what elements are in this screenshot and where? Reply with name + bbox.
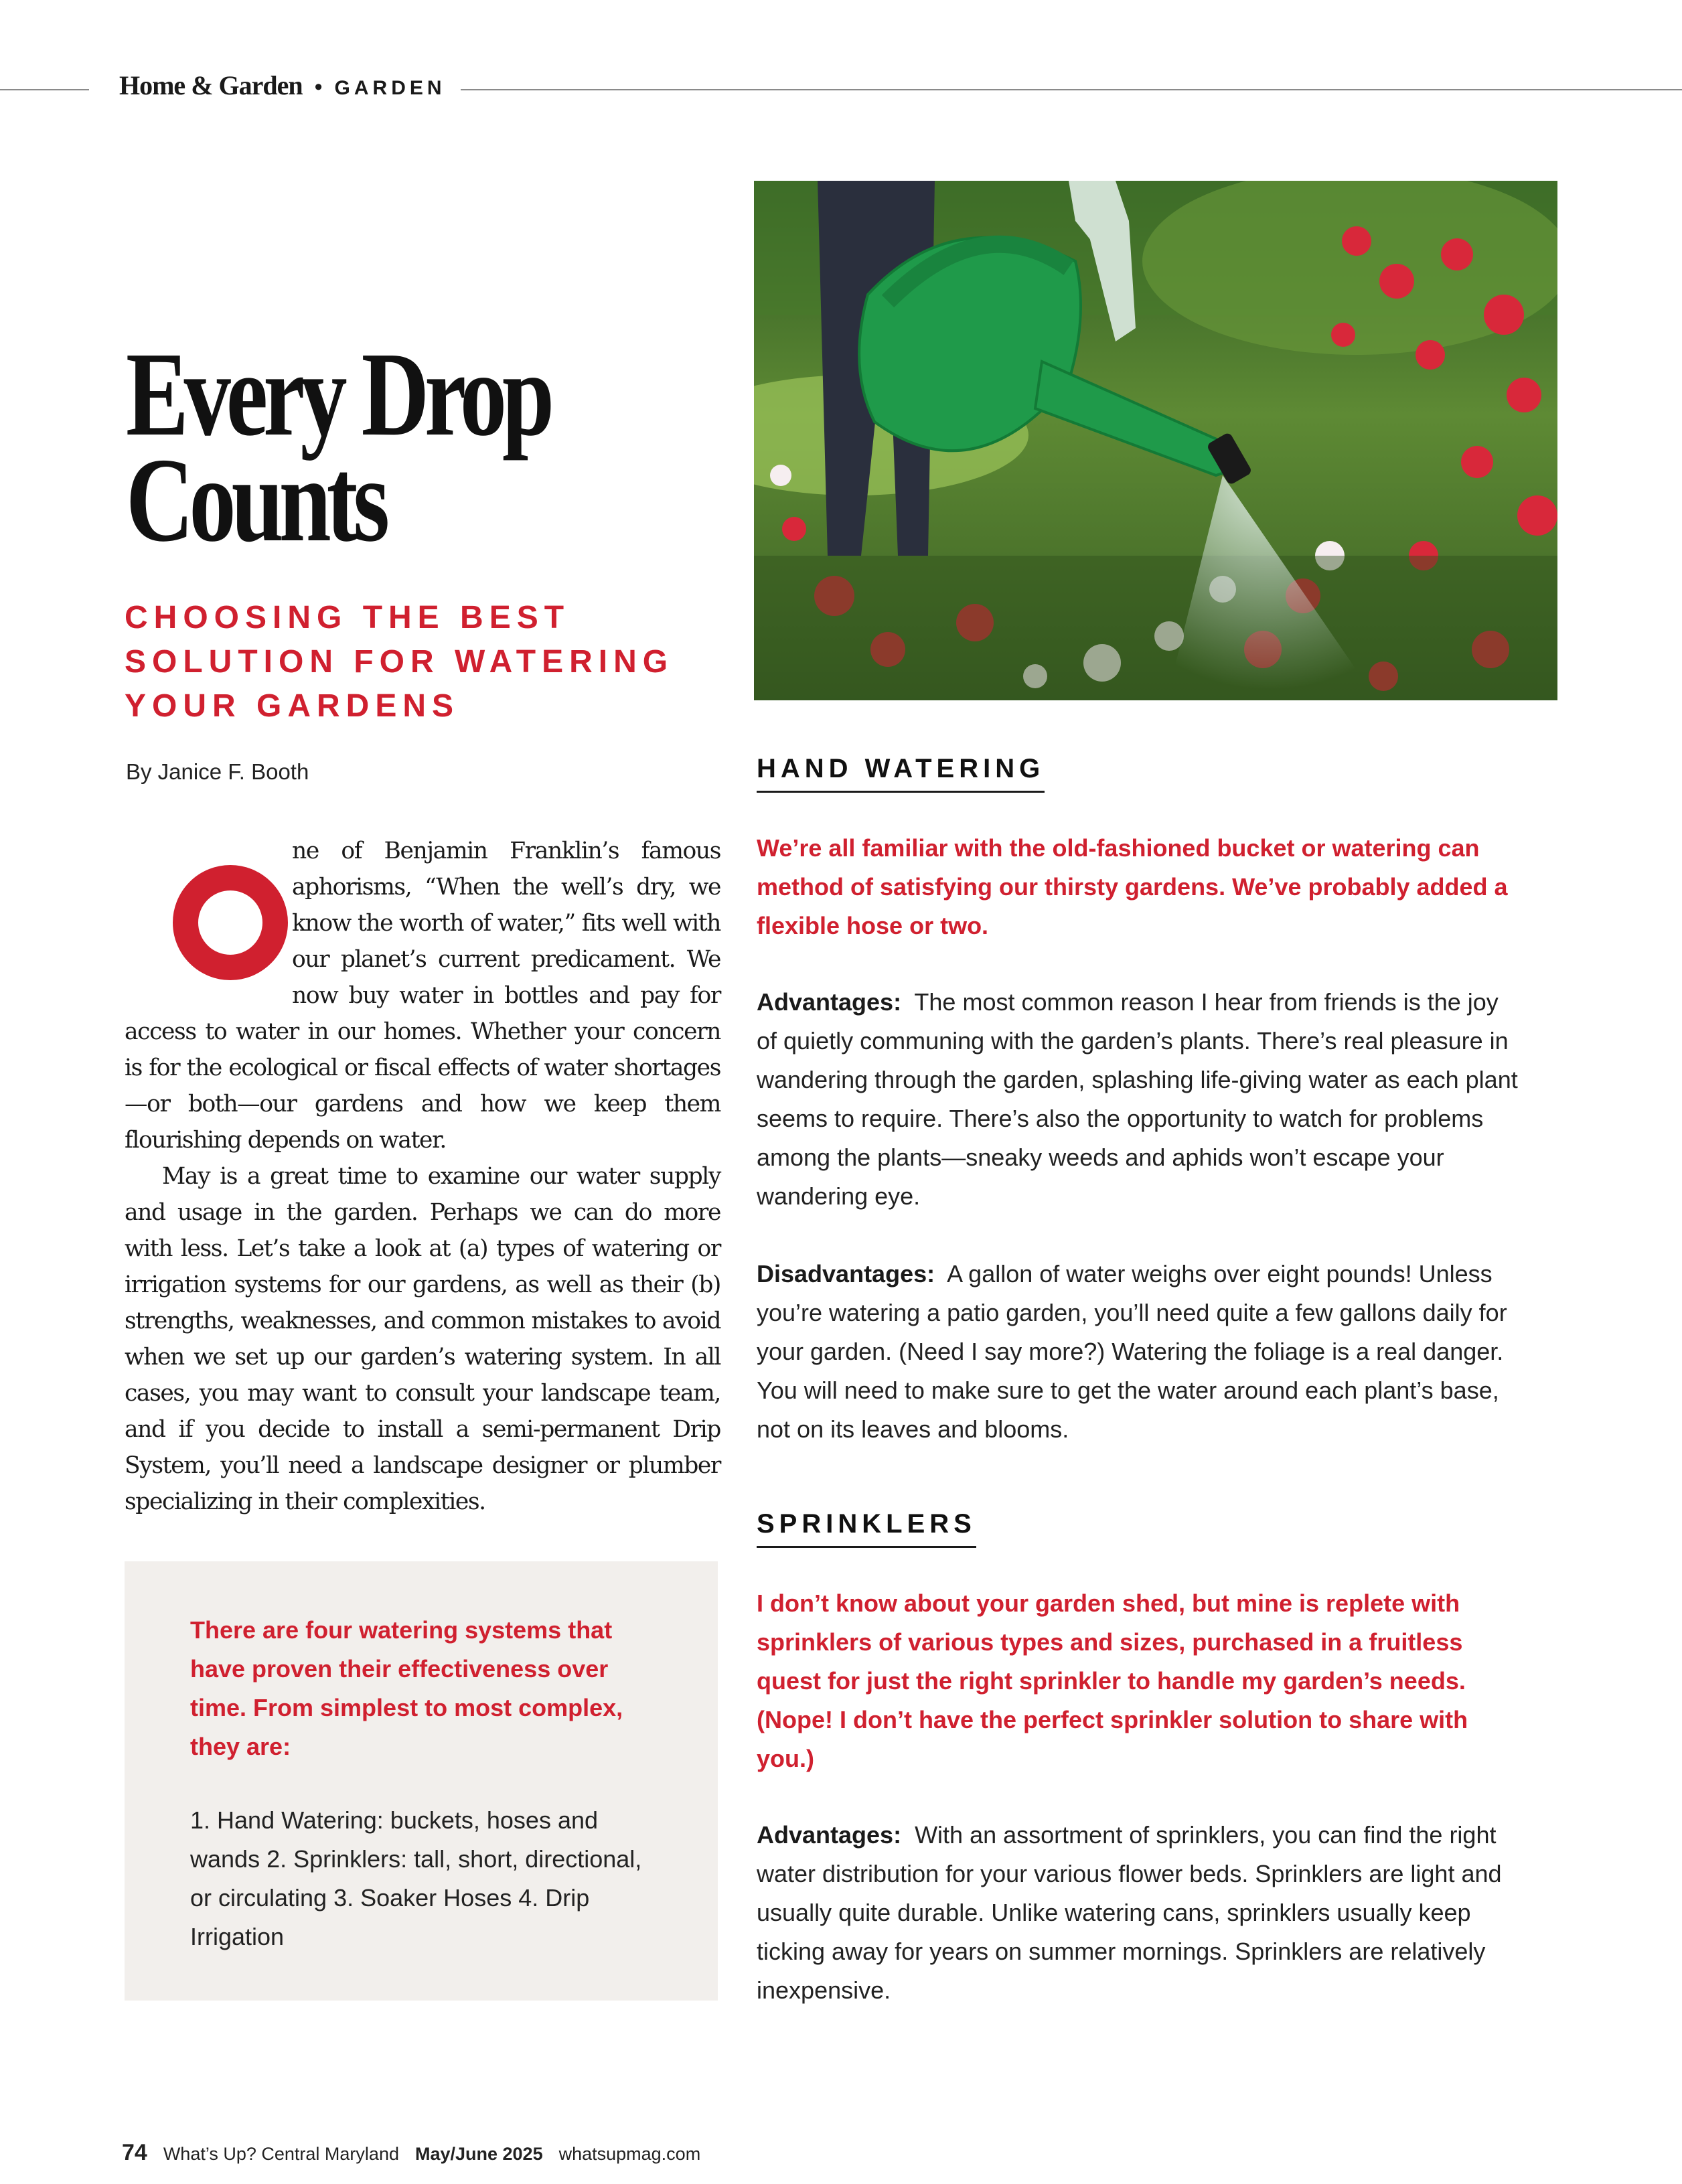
header-rule-right xyxy=(461,89,1682,90)
hand-watering-heading: HAND WATERING xyxy=(757,754,1045,793)
sprinklers-advantages-text: With an assortment of sprinklers, you can find the right water distribution for your various flower beds. Sprinklers are light and usually quite durable. Unlike watering cans, sprinklers usually keep ticking away for years on summer mornings. Sprinklers are relatively inexpensive. xyxy=(757,1821,1502,2004)
sidebar-box xyxy=(125,1561,718,2001)
disadvantages-text: A gallon of water weighs over eight pounds! Unless you’re watering a patio garden, you’ll need quite a few gallons daily for your garden. (Need I say more?) Watering the foliage is a real danger. You will need to make sure to get the water around each plant’s base, not on its leaves and blooms. xyxy=(757,1260,1507,1443)
article-subtitle: CHOOSING THE BEST SOLUTION FOR WATERING YOUR GARDENS xyxy=(125,600,674,724)
magazine-name: What’s Up? Central Maryland xyxy=(163,2144,399,2164)
website: whatsupmag.com xyxy=(558,2144,701,2164)
hand-watering-disadvantages xyxy=(757,1255,1520,1449)
sprinklers-lead: I don’t know about your garden shed, but mine is replete with sprinklers of various types and sizes, purchased in a fruitless quest for just the right sprinkler to handle my garden’s needs. (Nope! I don’t have the perfect sprinkler solution to share with you.) xyxy=(757,1589,1468,1772)
drop-cap-ring xyxy=(173,865,288,980)
byline: By Janice F. Booth xyxy=(126,759,309,784)
article-title xyxy=(126,327,575,566)
body-paragraph-1: ne of Benjamin Franklin’s famous aphorisms, “When the well’s dry, we know the worth of water,” fits well with our planet’s current predicament. We now buy water in bottles and pay for access to water in our homes. Whether your concern is for the ecological or fiscal effects of water shortages—or both—our gardens and how we keep them flourishing depends on water. xyxy=(125,838,720,1154)
header-rule-left xyxy=(0,89,89,90)
advantages-label: Advantages: xyxy=(757,988,902,1016)
title-line-2: Counts xyxy=(126,433,386,566)
hand-watering-lead: We’re all familiar with the old-fashioned bucket or watering can method of satisfying our thirsty gardens. We’ve probably added a flexible hose or two. xyxy=(757,834,1508,939)
header-separator: • xyxy=(314,74,323,100)
section-label: GARDEN xyxy=(334,77,446,99)
body-paragraph-2: May is a great time to examine our water supply and usage in the garden. Perhaps we can do more with less. Let’s take a look at (a) types of watering or irrigation systems for our gardens, as well as their (b) strengths, weaknesses, and common mistakes to avoid when we set up our garden’s watering system. In all cases, you may want to consult your landscape team, and if you decide to install a semi-permanent Drip System, you’ll need a landscape designer or plumber specializing in their complexities. xyxy=(125,1163,720,1515)
issue-date: May/June 2025 xyxy=(414,2144,543,2164)
photo-illustration xyxy=(754,181,1557,700)
hand-watering-advantages xyxy=(757,983,1520,1216)
disadvantages-label: Disadvantages: xyxy=(757,1260,935,1288)
section-header xyxy=(119,70,446,101)
sprinklers-heading: SPRINKLERS xyxy=(757,1509,976,1548)
sprinklers-advantages-label: Advantages: xyxy=(757,1821,902,1849)
sidebar-lead: There are four watering systems that have proven their effectiveness over time. From simplest to most complex, they are: xyxy=(190,1616,623,1760)
advantages-text: The most common reason I hear from friends is the joy of quietly communing with the garden’s plants. There’s real pleasure in wandering through the garden, splashing life-giving water as each plant seems to require. There’s also the opportunity to watch for problems among the plants—sneaky weeds and aphids won’t escape your wandering eye. xyxy=(757,988,1518,1210)
page-number: 74 xyxy=(122,2140,147,2165)
article-body xyxy=(125,833,720,1520)
watering-can-photo xyxy=(754,181,1557,700)
sprinklers-advantages xyxy=(757,1816,1520,2010)
title-line-1: Every Drop xyxy=(126,327,550,461)
page-footer xyxy=(122,2140,700,2166)
publication-section-name: Home & Garden xyxy=(119,70,303,100)
drop-cap xyxy=(125,833,292,1014)
sidebar-list: 1. Hand Watering: buckets, hoses and wands 2. Sprinklers: tall, short, directional, or circulating 3. Soaker Hoses 4. Drip Irrigation xyxy=(190,1806,642,1950)
